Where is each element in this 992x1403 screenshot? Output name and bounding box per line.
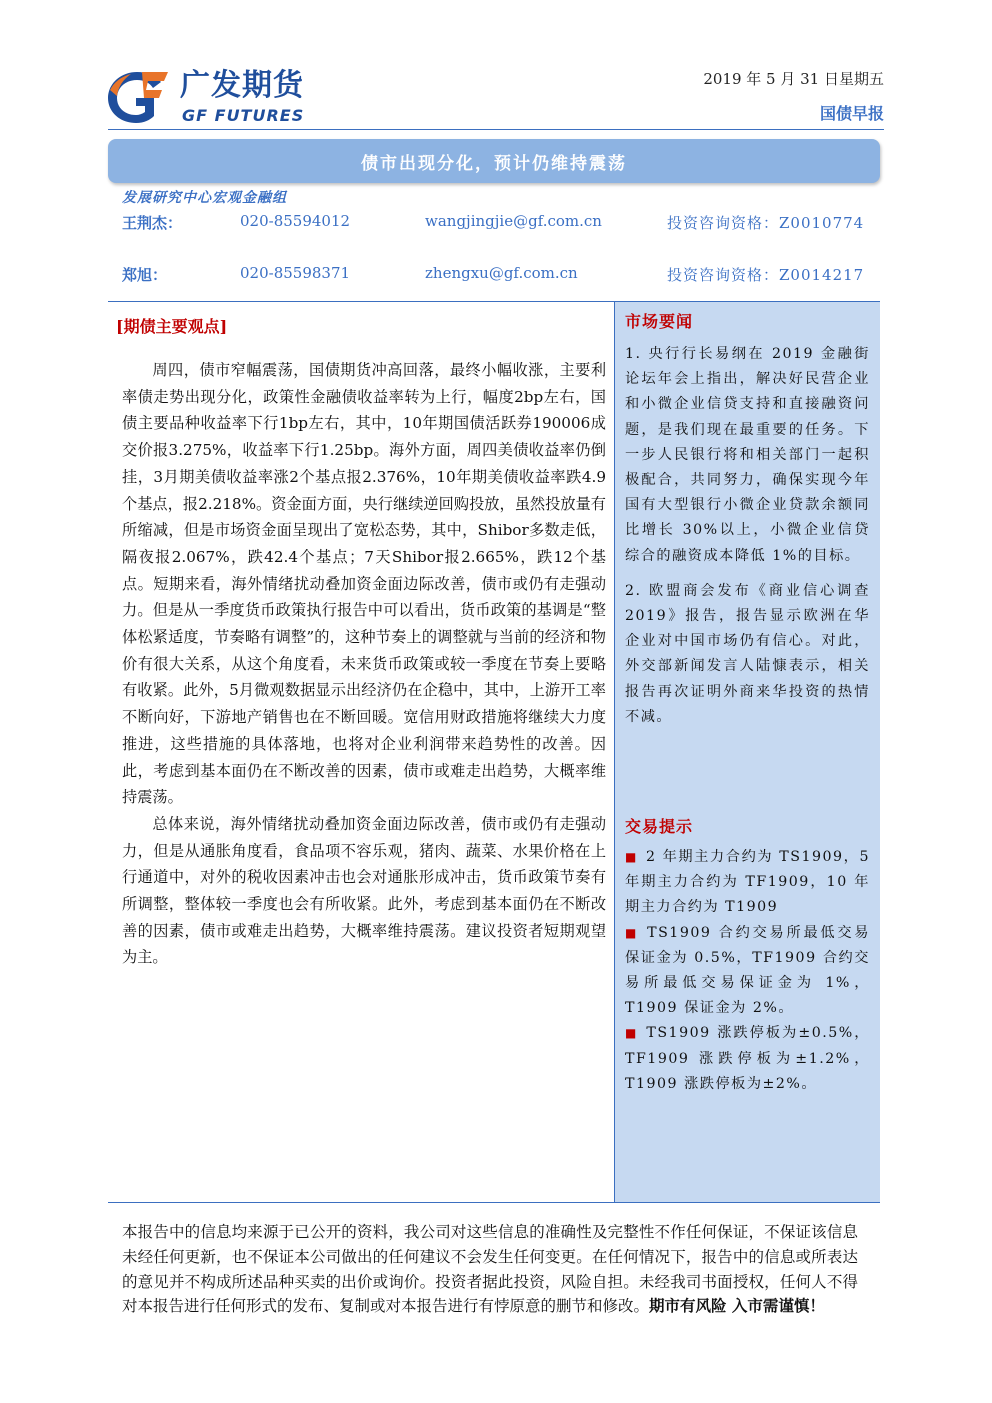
author-row [122, 264, 880, 286]
report-type: 国债早报 [819, 104, 884, 123]
author-certification: 投资咨询资格：Z0014217 [667, 266, 865, 284]
author-phone: 020-85598371 [240, 264, 351, 282]
author-name: 王荆杰： [122, 214, 183, 232]
report-title: 债市出现分化，预计仍维持震荡 [361, 153, 627, 174]
disclaimer [122, 1220, 858, 1319]
bullet-icon: ■ [625, 850, 638, 864]
trade-item-text: 2 年期主力合约为 TS1909，5 年期主力合约为 TF1909，10 年期主力合约为 T1909 [625, 849, 870, 916]
news-item: 2. 欧盟商会发布《商业信心调查 2019》报告，报告显示欧洲在华企业对中国市场仍有信心。对此，外交部新闻发言人陆慷表示，相关报告再次证明外商来华投资的热情不减。 [625, 582, 870, 725]
column-divider [614, 301, 615, 1203]
trade-item [625, 845, 870, 921]
report-date: 2019 年 5 月 31 日星期五 [703, 70, 884, 88]
paragraph: 周四，债市窄幅震荡，国债期货冲高回落，最终小幅收涨，主要利率债走势出现分化，政策性金融债收益率转为上行，幅度2bp左右，国债主要品种收益率下行1bp左右，其中，10年期国债活跃券190006成交价报3.275%，收益率下行1.25bp。海外方面，周四美债收益率仍倒挂，3月期美债收益率涨2个基点报2.376%，10年期美债收益率跌4.9个基点，报2.218%。资金面方面，央行继续逆回购投放，虽然投放量有所缩减，但是市场资金面呈现出了宽松态势，其中，Shibor多数走低，隔夜报2.067%，跌42.4个基点；7天Shibor报2.665%，跌12个基点。短期来看，海外情绪扰动叠加资金面边际改善，债市或仍有走强动力。但是从一季度货币政策执行报告中可以看出，货币政策的基调是“整体松紧适度，节奏略有调整”的，这种节奏上的调整就与当前的经济和物价有很大关系，从这个角度看，未来货币政策或较一季度在节奏上要略有收紧。此外，5月微观数据显示出经济仍在企稳中，其中，上游开工率不断向好，下游地产销售也在不断回暖。宽信用财政措施将继续大力度推进，这些措施的具体落地，也将对企业利润带来趋势性的改善。因此，考虑到基本面仍在不断改善的因素，债市或难走出趋势，大概率维持震荡。 [122, 361, 606, 807]
main-commentary [122, 357, 606, 971]
author-email[interactable]: zhengxu@gf.com.cn [425, 264, 578, 282]
trade-item-text: TS1909 合约交易所最低交易保证金为 0.5%，TF1909 合约交易所最低交易保证金为 1%，T1909 保证金为 2%。 [625, 924, 870, 1017]
trade-section-heading: 交易提示 [625, 817, 694, 836]
title-banner [108, 139, 880, 183]
header-divider [108, 129, 884, 130]
department-label: 发展研究中心宏观金融组 [122, 190, 287, 206]
disclaimer-text: 本报告中的信息均来源于已公开的资料，我公司对这些信息的准确性及完整性不作任何保证，不保证该信息未经任何更新，也不保证本公司做出的任何建议不会发生任何变更。在任何情况下，报告中的信息或所表达的意见并不构成所述品种买卖的出价或询价。投资者据此投资，风险自担。未经我司书面授权，任何人不得对本报告进行任何形式的发布、复制或对本报告进行有悖原意的删节和修改。 [122, 1223, 858, 1316]
author-certification: 投资咨询资格：Z0010774 [667, 214, 865, 232]
trade-item-text: TS1909 涨跌停板为±0.5%，TF1909 涨跌停板为±1.2%，T1909 涨跌停板为±2%。 [625, 1025, 870, 1092]
trade-tips-list [625, 845, 870, 1097]
main-section-heading: [期债主要观点] [116, 317, 228, 336]
news-section-heading: 市场要闻 [625, 312, 694, 331]
market-news-list [625, 342, 870, 740]
company-logo [104, 66, 354, 128]
bullet-icon: ■ [625, 925, 640, 940]
paragraph: 总体来说，海外情绪扰动叠加资金面边际改善，债市或仍有走强动力，但是从通胀角度看，食品项不容乐观，猪肉、蔬菜、水果价格在上行通道中，对外的税收因素冲击也会对通胀形成冲击，货币政策节奏有所调整，整体较一季度也会有所收紧。此外，考虑到基本面仍在不断改善的因素，债市或难走出趋势，大概率维持震荡。建议投资者短期观望为主。 [122, 814, 606, 967]
news-item: 1. 央行行长易纲在 2019 金融街论坛年会上指出，解决好民营企业和小微企业信贷支持和直接融资问题，是我们现在最重要的任务。下一步人民银行将和相关部门一起积极配合，共同努力，确保实现今年国有大型银行小微企业贷款余额同比增长 30%以上，小微企业信贷综合的融资成本降低 1%的目标。 [625, 346, 870, 564]
author-phone: 020-85594012 [240, 212, 351, 230]
bullet-icon: ■ [625, 1026, 639, 1041]
frame-top-rule [108, 301, 880, 302]
author-email[interactable]: wangjingjie@gf.com.cn [425, 212, 602, 230]
frame-bottom-rule [108, 1202, 880, 1203]
risk-warning: 期市有风险 入市需谨慎！ [649, 1297, 825, 1316]
author-name: 郑旭： [122, 266, 168, 284]
logo-text-cn: 广发期货 [180, 68, 304, 103]
trade-item [625, 921, 870, 1022]
trade-item [625, 1021, 870, 1097]
gf-logo-icon [104, 68, 170, 126]
logo-text-en: GF FUTURES [182, 106, 305, 125]
author-row [122, 212, 880, 234]
